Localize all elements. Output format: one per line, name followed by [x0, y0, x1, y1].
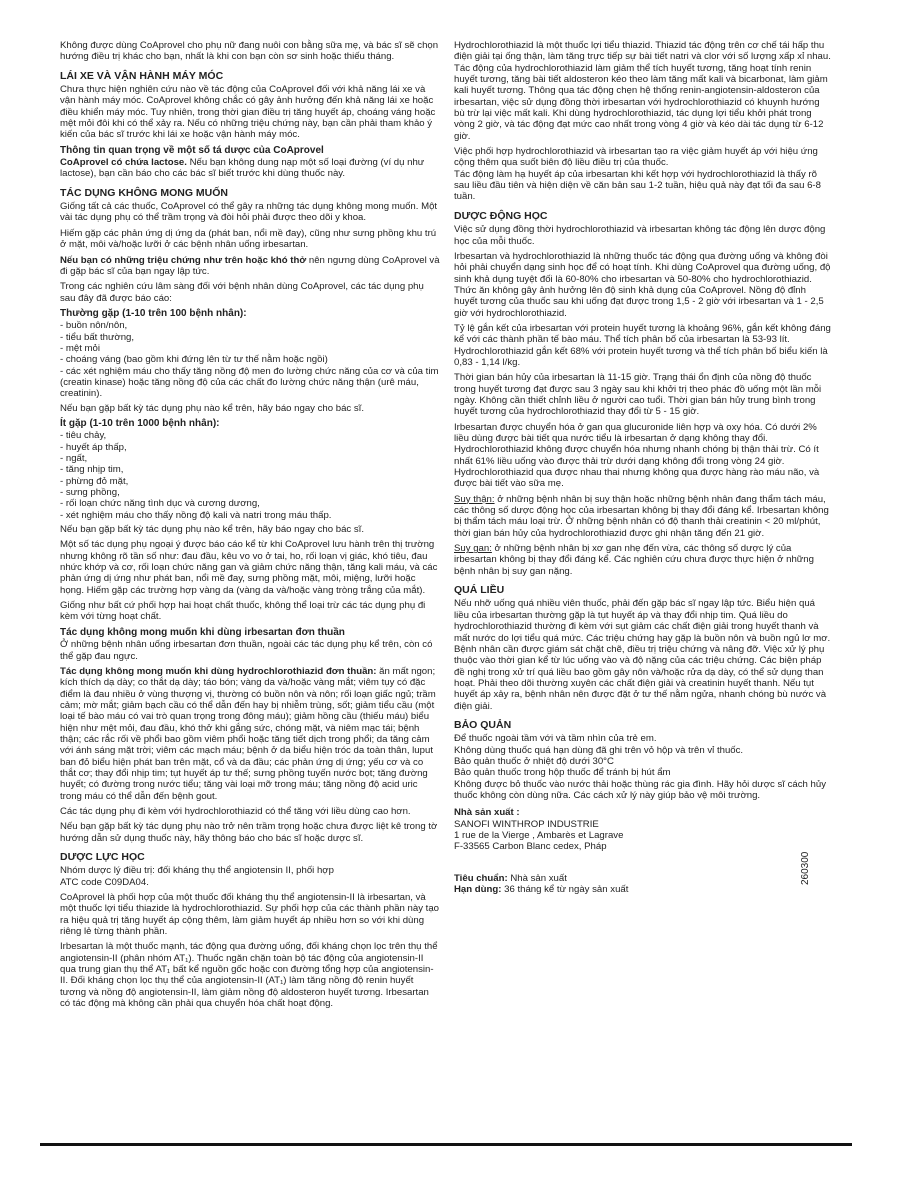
- expiry-label: Hạn dùng:: [454, 884, 502, 896]
- pharmaco-p2: Irbesartan là một thuốc mạnh, tác động qua đường uống, đối kháng chọn lọc trên thụ thể angiotensin-II (phân nhóm AT₁). Thuốc ngăn chặn toàn bộ tác động của angiotensin-II qua trung gian thụ thể AT₁ bất kể nguồn gốc hoặc con đường tổng hợp của angiotensin-II. Đối kháng chọn lọc thụ thể của angiotensin-II (AT₁) làm tăng nồng độ renin huyết tương và nồng độ angiotensin-II, làm giảm nồng độ aldosteron huyết tương. Irbesartan có tác động mà không cần phải qua chuyển hóa chất hoạt động.: [60, 941, 438, 1010]
- manufacturer-name: SANOFI WINTHROP INDUSTRIE: [454, 818, 599, 830]
- list-item: Bảo quản thuốc ở nhiệt độ dưới 30°C: [454, 755, 614, 767]
- overdose-heading: QUÁ LIỀU: [454, 584, 505, 597]
- right-column: [454, 40, 832, 899]
- standard-line: [454, 873, 832, 884]
- lactose-bold: CoAprovel có chứa lactose.: [60, 157, 187, 169]
- common-list: [60, 320, 440, 399]
- pk-p5: Irbesartan được chuyển hóa ở gan qua glucuronide liên hợp và oxy hóa. Có dưới 2% liều dùng được bài tiết qua nước tiểu là irbesartan ở dạng không thay đổi. Hydrochlorothiazid không được chuyển hóa nhưng nhanh chóng bị thận thải trừ. Có ít nhất 61% liều uống vào được thải trừ dưới dạng không đổi trong vòng 24 giờ. Hydrochlorothiazid qua được nhau thai nhưng không qua được hàng rào máu não, và được bài tiết vào sữa mẹ.: [454, 421, 820, 490]
- hctz-paragraph: [60, 666, 440, 802]
- hctz-heading: Tác dụng không mong muốn khi dùng hydrochlorothiazid đơn thuần:: [60, 665, 377, 677]
- irbesartan-heading: Tác dụng không mong muốn khi dùng irbesartan đơn thuần: [60, 626, 345, 638]
- overdose-p2: Bệnh nhân cần được giám sát chặt chẽ, điều trị triệu chứng và nâng đỡ. Việc xử lý phụ thuộc vào thời gian kể từ lúc uống vào và độ nặng của các triệu chứng. Các biện pháp đề nghị trong xử trí quá liều bao gồm gây nôn và/hoặc rửa dạ dày, có thể sử dụng than hoạt. Phải theo dõi thường xuyên các chất điện giải và creatinin huyết thanh. Nếu tụt huyết áp xảy ra, bệnh nhân nên được đặt ở tư thế nằm ngửa, nhanh chóng bù nước và điện giải.: [454, 643, 827, 712]
- list-item: Để thuốc ngoài tầm với và tầm nhìn của trẻ em.: [454, 733, 657, 745]
- bottom-rule: [40, 1143, 852, 1146]
- driving-heading: LÁI XE VÀ VẬN HÀNH MÁY MÓC: [60, 69, 224, 82]
- list-item: - ngất,: [60, 453, 88, 464]
- postmarketing-p1: Một số tác dụng phụ ngoại ý được báo cáo kể từ khi CoAprovel lưu hành trên thị trường nhưng không rõ tần số như: đau đầu, kêu vo vo ở tai, ho, rối loạn vị giác, khó tiêu, đau nhức khớp và cơ, rối loạn chức năng gan và giảm chức năng thận, tăng kali máu, và các phản ứng dị ứng như phát ban, nổi mề đay, sưng phồng mặt, môi, miệng, lưỡi hoặc họng. Hiếm gặp các trường hợp vàng da (vàng da và/hoặc vàng tròng trắng của mắt).: [60, 539, 438, 596]
- hepatic-label: Suy gan:: [454, 543, 492, 555]
- list-item: - tiểu bất thường,: [60, 331, 135, 343]
- manufacturer-block: [454, 807, 832, 852]
- pharmacokinetics-heading: DƯỢC ĐỘNG HỌC: [454, 209, 548, 222]
- uncommon-heading: Ít gặp (1-10 trên 1000 bệnh nhân):: [60, 417, 220, 429]
- warning-bold: Nếu bạn có những triệu chứng như trên hoặc khó thở: [60, 254, 307, 266]
- side-effects-heading: TÁC DỤNG KHÔNG MONG MUỐN: [60, 186, 228, 199]
- list-item: Bảo quản thuốc trong hộp thuốc để tránh bị hút ẩm: [454, 767, 671, 779]
- lactose-text: Nếu bạn không dung nạp một số loại đường (ví dụ như lactose), bạn cần báo cho các bác sĩ biết trước khi dùng thuốc này.: [60, 157, 425, 180]
- pk-p4: Thời gian bán hủy của irbesartan là 11-15 giờ. Trạng thái ổn định của nồng độ thuốc trong huyết tương đạt được sau 3 ngày sau khi khởi trị theo phác đồ uống một lần mỗi ngày. Không cần thiết chỉnh liều ở người cao tuổi. Thời gian bán hủy trung bình trong huyết tương của hydrochlorothiazid thay đổi từ 5 - 15 giờ.: [454, 372, 822, 418]
- standard-value: Nhà sản xuất: [507, 872, 567, 884]
- renal-label: Suy thận:: [454, 493, 495, 505]
- expiry-line: [454, 884, 832, 895]
- pk-p2: Irbesartan và hydrochlorothiazid là những thuốc tác động qua đường uống và không đòi hỏi phải chuyển dạng sinh học để có hoạt tính. Khi dùng CoAprovel qua đường uống, độ sinh khả dụng tuyệt đối là 60-80% cho irbesartan và 50-80% cho hydrochlorothiazid. Thức ăn không gây ảnh hưởng lên độ sinh khả dụng của CoAprovel. Nồng độ đỉnh huyết tương của thuốc sau khi uống đạt được trong 1,5 - 2 giờ với irbesartan và 1 - 2,5 giờ với hydrochlorothiazid.: [454, 250, 831, 319]
- hctz-p2: Các tác dụng phụ đi kèm với hydrochlorothiazid có thể tăng với liều dùng cao hơn.: [60, 805, 411, 817]
- document-code: 260300: [800, 851, 811, 885]
- side-effects-p1: Giống tất cả các thuốc, CoAprovel có thể gây ra những tác dụng không mong muốn. Một vài tác dụng phụ có thể trầm trọng và đòi hỏi phải được theo dõi y khoa.: [60, 201, 438, 224]
- atc-code: ATC code C09DA04.: [60, 876, 149, 888]
- manufacturer-address-2: F-33565 Carbon Blanc cedex, Pháp: [454, 841, 607, 853]
- list-item: - mệt mỏi: [60, 342, 100, 354]
- list-item: - các xét nghiệm máu cho thấy tăng nồng độ men đo lường chức năng của cơ và của tim (creatin kinase) hoặc tăng nồng độ của các chất đo lường chức năng thận (urê máu, creatinin).: [60, 365, 439, 400]
- uncommon-list: [60, 430, 440, 521]
- pharmacodynamics-heading: DƯỢC LỰC HỌC: [60, 851, 145, 863]
- storage-heading: BẢO QUẢN: [454, 718, 512, 731]
- pharmaco-group: Nhóm dược lý điều trị: đối kháng thụ thể angiotensin II, phối hợp: [60, 865, 334, 877]
- excipients-heading: Thông tin quan trọng về một số tá dược của CoAprovel: [60, 144, 324, 156]
- manufacturer-label: Nhà sản xuất :: [454, 807, 520, 819]
- left-column: [60, 40, 440, 1013]
- warning-text: nên ngưng dùng CoAprovel và đi gặp bác sĩ của bạn ngay lập tức.: [60, 254, 440, 277]
- list-item: - sưng phồng,: [60, 487, 120, 499]
- side-effects-p2: Hiếm gặp các phản ứng dị ứng da (phát ban, nổi mề đay), cũng như sưng phồng khu trú ở mặt, môi và/hoặc lưỡi ở các bệnh nhân uống irbesartan.: [60, 227, 437, 251]
- side-effects-p3: [60, 255, 440, 278]
- uncommon-note: Nếu bạn gặp bất kỳ tác dụng phụ nào kể trên, hãy báo ngay cho bác sĩ.: [60, 524, 365, 536]
- lactose-paragraph: [60, 157, 440, 180]
- side-effects-p4: Trong các nghiên cứu lâm sàng đối với bệnh nhân dùng CoAprovel, các tác dụng phụ sau đây đã được báo cáo:: [60, 281, 424, 304]
- renal-text: ở những bệnh nhân bị suy thận hoặc những bệnh nhân đang thẩm tách máu, các thông số dược động học của irbesartan không bị thay đổi đáng kể. Irbesartan không bị thẩm tách máu loại trừ. Ở những bệnh nhân có độ thanh thải creatinin < 20 ml/phút, thời gian bán hủy của hydrochlorothiazid được ghi nhận tăng đến 21 giờ.: [454, 493, 829, 539]
- list-item: Không dùng thuốc quá hạn dùng đã ghi trên vỏ hộp và trên vỉ thuốc.: [454, 744, 744, 756]
- list-item: - choáng váng (bao gồm khi đứng lên từ tư thế nằm hoặc ngồi): [60, 354, 328, 366]
- driving-text: Chưa thực hiện nghiên cứu nào về tác động của CoAprovel đối với khả năng lái xe và vận hành máy móc. CoAprovel không chắc có gây ảnh hưởng đến khả năng lái xe hoặc điều khiển máy móc. Tuy nhiên, trong thời gian điều trị tăng huyết áp, choáng váng hoặc mệt mỏi đôi khi có thể xảy ra. Nếu có những triệu chứng này, bạn cần phải tham khảo ý kiến của bác sĩ trước khi lái xe hoặc vận hành máy móc.: [60, 84, 436, 141]
- hepatic-paragraph: [454, 543, 832, 577]
- overdose-p1: Nếu nhỡ uống quá nhiều viên thuốc, phải đến gặp bác sĩ ngay lập tức. Biểu hiện quá liều của irbesartan thường gặp là tụt huyết áp và thay đổi nhịp tim. Quá liều do hydrochlorothiazid thường đi kèm với sụt giảm các chất điện giải trong huyết thanh và mất nước do lợi tiểu quá mức. Các triệu chứng hay gặp là buồn nôn và buồn ngủ lơ mơ.: [454, 598, 831, 644]
- expiry-value: 36 tháng kể từ ngày sản xuất: [501, 884, 629, 896]
- list-item: - tiêu chảy,: [60, 430, 107, 442]
- list-item: - rối loạn chức năng tình dục và cương dương,: [60, 498, 260, 510]
- hctz-text: ăn mất ngon; kích thích dạ dày; co thắt dạ dày; táo bón; vàng da và/hoặc vàng mắt; viêm tụy có đặc điểm là đau nhiều ở vùng thượng vị, thường có buồn nôn và nôn; rối loạn giấc ngủ; trầm cảm; mờ mắt; giảm bạch cầu có thể dẫn đến hay bị nhiễm trùng, sốt; giảm tiểu cầu (một loại tế bào máu có vai trò quan trọng trong đông máu); giảm hồng cầu (thiếu máu) biểu hiện như mệt mỏi, đau đầu, khó thở khi gắng sức, chóng mặt, và niêm mạc tái; bệnh thận; các rắc rối về phổi bao gồm viêm phổi hoặc tăng tiết dịch trong phổi; da tăng cảm với ánh sáng mặt trời; viêm các mạch máu; bệnh ở da biểu hiện tróc da toàn thân, luput ban đỏ biểu hiện phát ban trên mặt, cổ và da đầu; các phản ứng dị ứng; yếu cơ và co thắt cơ; thay đổi nhịp tim; tụt huyết áp tư thế; sưng phồng tuyến nước bọt; tăng đường huyết; có đường trong nước tiểu; tăng vài loại mỡ trong máu; tăng nồng độ acid uric trong máu có thể dẫn đến bệnh gout.: [60, 665, 436, 802]
- hctz-mechanism-p3: Tác động làm hạ huyết áp của irbesartan khi kết hợp với hydrochlorothiazid là thấy rõ sau liều đầu tiên và hiện diện về căn bản sau 1-2 tuần, hiệu quả này đạt tối đa sau 6-8 tuần.: [454, 168, 821, 203]
- list-item: - buồn nôn/nôn,: [60, 320, 128, 332]
- list-item: - huyết áp thấp,: [60, 441, 127, 453]
- storage-disposal: Không được bỏ thuốc vào nước thải hoặc thùng rác gia đình. Hãy hỏi dược sĩ cách hủy thuốc không còn dùng nữa. Các cách xử lý này giúp bảo vệ môi trường.: [454, 778, 827, 801]
- common-note: Nếu bạn gặp bất kỳ tác dụng phụ nào kể trên, hãy báo ngay cho bác sĩ.: [60, 402, 365, 414]
- postmarketing-p2: Giống như bất cứ phối hợp hai hoạt chất thuốc, không thể loại trừ các tác dụng phụ đi kèm với từng hoạt chất.: [60, 600, 426, 623]
- standard-label: Tiêu chuẩn:: [454, 872, 508, 884]
- manufacturer-address-1: 1 rue de la Vierge , Ambarès et Lagrave: [454, 830, 624, 841]
- hctz-p3: Nếu bạn gặp bất kỳ tác dụng phụ nào trở nên trầm trọng hoặc chưa được liệt kê trong tờ hướng dẫn sử dụng thuốc này, hãy thông báo cho bác sĩ hoặc dược sĩ.: [60, 821, 438, 844]
- hctz-mechanism-p2: Việc phối hợp hydrochlorothiazid và irbesartan tạo ra việc giảm huyết áp với hiệu ứng cộng thêm qua suốt biên độ liều điều trị của thuốc.: [454, 146, 818, 169]
- pk-p1: Việc sử dụng đồng thời hydrochlorothiazid và irbesartan không tác động lên dược động học của mỗi thuốc.: [454, 224, 826, 247]
- list-item: - xét nghiệm máu cho thấy nồng độ kali và natri trong máu thấp.: [60, 509, 332, 521]
- irbesartan-text: Ở những bệnh nhân uống irbesartan đơn thuần, ngoài các tác dụng phụ kể trên, còn có thể gặp đau ngực.: [60, 639, 433, 662]
- hepatic-text: ở những bệnh nhân bị xơ gan nhẹ đến vừa, các thông số dược lý của irbesartan không bị thay đổi đáng kể. Các nghiên cứu chưa được thực hiện ở những bệnh nhân bị suy gan nặng.: [454, 543, 814, 577]
- renal-paragraph: [454, 494, 832, 539]
- list-item: - tăng nhịp tim,: [60, 464, 124, 476]
- hctz-mechanism-p1: Hydrochlorothiazid là một thuốc lợi tiểu thiazid. Thiazid tác động trên cơ chế tái hấp thu điện giải tại ống thận, làm tăng trực tiếp sự bài tiết natri và clor với số lượng xấp xỉ nhau. Tác động của hydrochlorothiazid làm giảm thể tích huyết tương, tăng hoạt tính renin huyết tương, tăng bài tiết aldosteron kéo theo làm tăng mất kali và bicarbonat, làm giảm kali huyết tương. Thông qua tác động chẹn hệ thống renin-angiotensin-aldosteron của irbesartan, việc sử dụng đồng thời irbesartan với hydrochlorothiazid có khuynh hướng bù trừ lại việc mất kali. Khi dùng hydrochlorothiazid, tác dụng lợi tiểu khởi phát trong vòng 2 giờ, và tác động đạt mức cao nhất trong vòng 4 giờ và kéo dài tác dụng từ 6-12 giờ.: [454, 40, 831, 142]
- storage-list: [454, 733, 832, 778]
- breastfeeding-note: Không được dùng CoAprovel cho phụ nữ đang nuôi con bằng sữa mẹ, và bác sĩ sẽ chọn hướng điều trị khác cho bạn, nhất là khi con bạn còn sơ sinh hoặc thiếu tháng.: [60, 40, 439, 63]
- pk-p3: Tỷ lệ gắn kết của irbesartan với protein huyết tương là khoảng 96%, gắn kết không đáng kể với các thành phần tế bào máu. Thể tích phân bố của irbesartan là 53-93 lít. Hydrochlorothiazid gắn kết 68% với protein huyết tương và thể tích phân bố biểu kiến là 0,83 - 1,14 l/kg.: [454, 322, 831, 368]
- list-item: - phừng đỏ mặt,: [60, 475, 129, 487]
- pharmaco-p1: CoAprovel là phối hợp của một thuốc đối kháng thụ thể angiotensin-II là irbesartan, và một thuốc lợi tiểu thiazide là hydrochlorothiazid. Sự phối hợp của các thành phần này tạo ra hiệu quả trị tăng huyết áp cộng thêm, làm giảm huyết áp nhiều hơn so với khi dùng riêng lẻ từng thành phần.: [60, 892, 439, 938]
- common-heading: Thường gặp (1-10 trên 100 bệnh nhân):: [60, 307, 247, 319]
